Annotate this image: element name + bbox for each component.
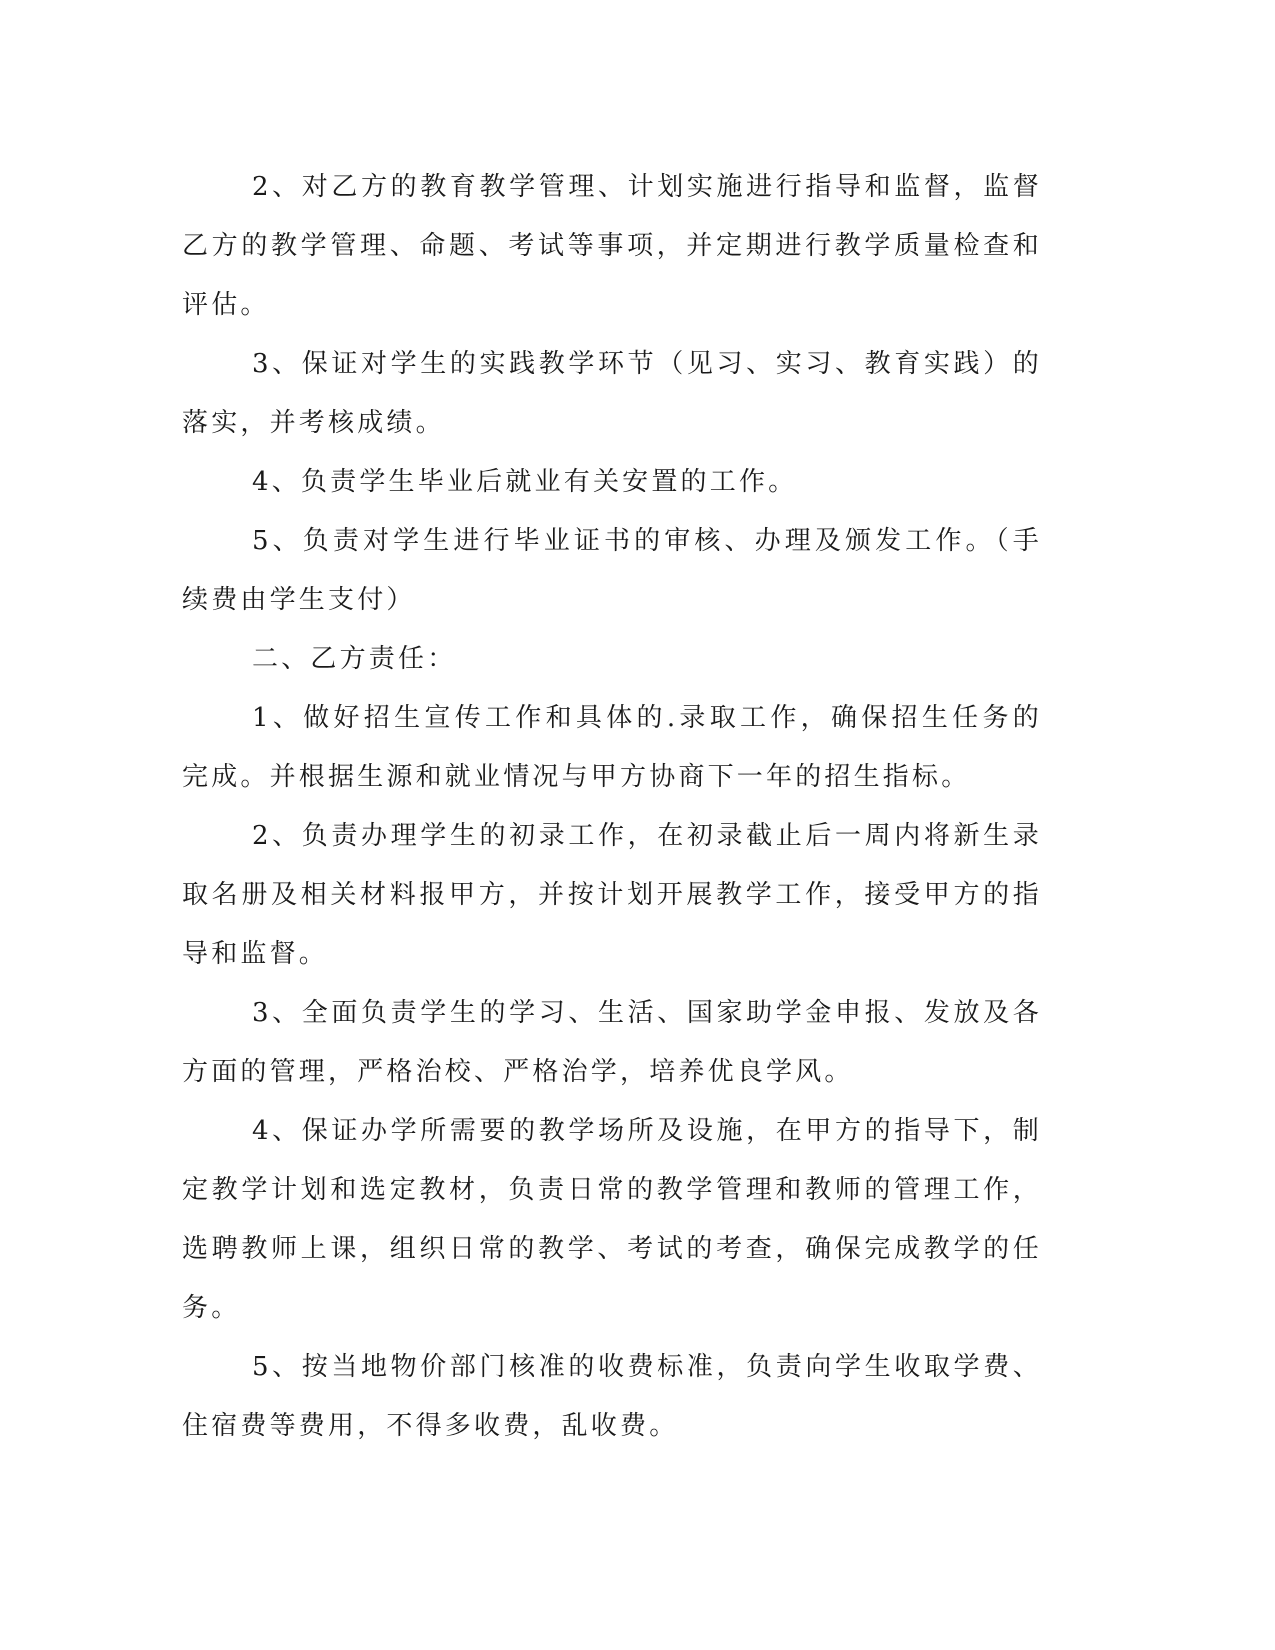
paragraph-yi-2: 2、负责办理学生的初录工作，在初录截止后一周内将新生录取名册及相关材料报甲方，并按计划开展教学工作，接受甲方的指导和监督。 <box>182 821 1042 969</box>
paragraph-yi-3: 3、全面负责学生的学习、生活、国家助学金申报、发放及各方面的管理，严格治校、严格治学，培养优良学风。 <box>182 998 1042 1087</box>
document-body <box>182 158 1042 1456</box>
paragraph-yi-5: 5、按当地物价部门核准的收费标准，负责向学生收取学费、住宿费等费用，不得多收费，乱收费。 <box>182 1352 1042 1441</box>
paragraph-yi-4: 4、保证办学所需要的教学场所及设施，在甲方的指导下，制定教学计划和选定教材，负责日常的教学管理和教师的管理工作，选聘教师上课，组织日常的教学、考试的考查，确保完成教学的任务。 <box>182 1116 1042 1323</box>
paragraph-jia-4: 4、负责学生毕业后就业有关安置的工作。 <box>252 467 798 497</box>
paragraph-jia-3: 3、保证对学生的实践教学环节（见习、实习、教育实践）的落实，并考核成绩。 <box>182 349 1042 438</box>
section-heading-yi-responsibility: 二、乙方责任： <box>252 644 457 674</box>
paragraph-yi-1: 1、做好招生宣传工作和具体的.录取工作，确保招生任务的完成。并根据生源和就业情况与甲方协商下一年的招生指标。 <box>182 703 1042 792</box>
paragraph-jia-5: 5、负责对学生进行毕业证书的审核、办理及颁发工作。（手续费由学生支付） <box>182 526 1042 615</box>
paragraph-jia-2: 2、对乙方的教育教学管理、计划实施进行指导和监督，监督乙方的教学管理、命题、考试等事项，并定期进行教学质量检查和评估。 <box>182 172 1042 320</box>
